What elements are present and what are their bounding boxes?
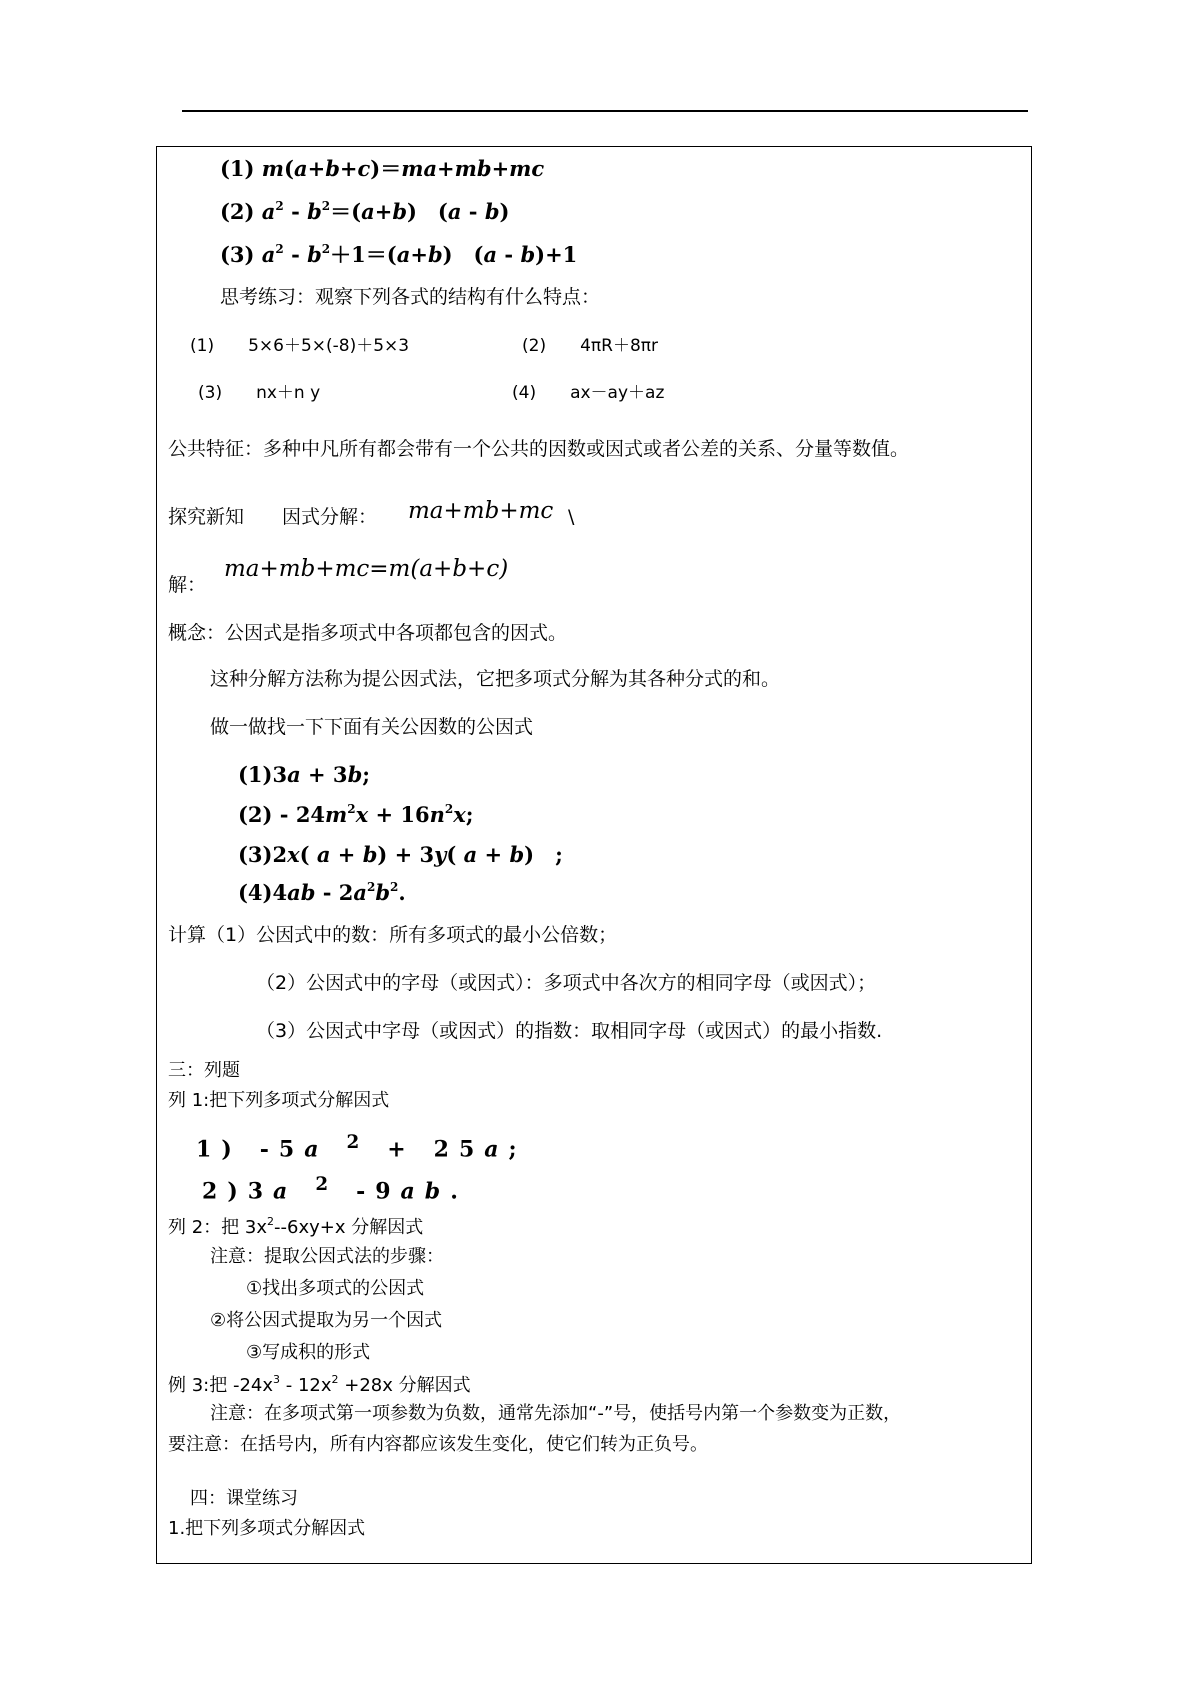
explore-heading: 探究新知 因式分解： — [168, 506, 378, 528]
note-2-line-2: 要注意：在括号内，所有内容都应该发生变化，使它们转为正负号。 — [168, 1434, 708, 1455]
note-2-line-1: 注意：在多项式第一项参数为负数，通常先添加“-”号，使括号内第一个参数变为正数， — [210, 1403, 902, 1424]
step-2: ②将公因式提取为另一个因式 — [210, 1310, 443, 1331]
exercise-3: (3)2x( a + b) + 3y( a + b) ; — [238, 842, 563, 867]
calc-1: 计算（1）公因式中的数：所有多项式的最小公倍数； — [168, 924, 618, 946]
step-1: ①找出多项式的公因式 — [246, 1278, 425, 1299]
think-prompt: 思考练习：观察下列各式的结构有什么特点： — [220, 286, 601, 308]
header-rule — [182, 110, 1028, 112]
example-expr-4: (4) ax－ay＋az — [512, 383, 665, 403]
solve-label: 解： — [168, 574, 207, 596]
explore-expression: ma+mb+mc — [408, 498, 554, 524]
note-title: 注意：提取公因式法的步骤： — [210, 1246, 444, 1267]
example-1-part-1: 1 ) - 5 a $^2$ + 2 5 a ; — [196, 1132, 517, 1163]
exercise-4: $(4)4ab - 2a^2b^2$. — [238, 880, 406, 905]
example-2-title: 列 2：把 $3x^2--6xy+x$ 分解因式 — [168, 1215, 424, 1238]
section-3-heading: 三：列题 — [168, 1060, 240, 1081]
example-3-title: 例 3:把 $-24x^3 - 12x^2 +28x$ 分解因式 — [168, 1373, 471, 1396]
example-expr-3: (3) nx＋n y — [198, 383, 321, 403]
practice-1-title: 1.把下列多项式分解因式 — [168, 1518, 366, 1539]
equation-1: (1) m(a+b+c)＝ma+mb+mc — [220, 156, 545, 181]
equation-3: (3) $a^2 - b^2+1=(a+b)$ (a - b)+1 — [220, 242, 578, 267]
example-1-part-2: 2 ) 3 a $^2$ - 9 a b . — [202, 1174, 458, 1205]
method: 这种分解方法称为提公因式法，它把多项式分解为其各种分式的和。 — [210, 668, 781, 690]
calc-3: （3）公因式中字母（或因式）的指数：取相同字母（或因式）的最小指数. — [256, 1020, 883, 1042]
solve-expression: ma+mb+mc=m(a+b+c) — [224, 556, 509, 582]
calc-2: （2）公因式中的字母（或因式）：多项式中各次方的相同字母（或因式）； — [256, 972, 877, 994]
example-expr-1: (1) 5×6＋5×(-8)＋5×3 — [190, 336, 410, 356]
section-4-heading: 四：课堂练习 — [190, 1488, 298, 1509]
exercise-1: (1)3a + 3b; — [238, 762, 371, 787]
step-3: ③写成积的形式 — [246, 1342, 371, 1363]
explore-slash: \ — [568, 506, 575, 528]
exercise-2: $(2) - 24m^2x + 16n^2x$; — [238, 802, 474, 827]
common-feature: 公共特征：多种中凡所有都会带有一个公共的因数或因式或者公差的关系、分量等数值。 — [168, 438, 910, 460]
example-1-title: 列 1:把下列多项式分解因式 — [168, 1090, 390, 1111]
equation-2: (2) $a^2 - b^2=(a+b)$ (a - b) — [220, 199, 510, 224]
example-expr-2: (2) 4πR＋8πr — [522, 336, 658, 356]
concept: 概念：公因式是指多项式中各项都包含的因式。 — [168, 622, 568, 644]
do-it: 做一做找一下下面有关公因数的公因式 — [210, 716, 534, 738]
